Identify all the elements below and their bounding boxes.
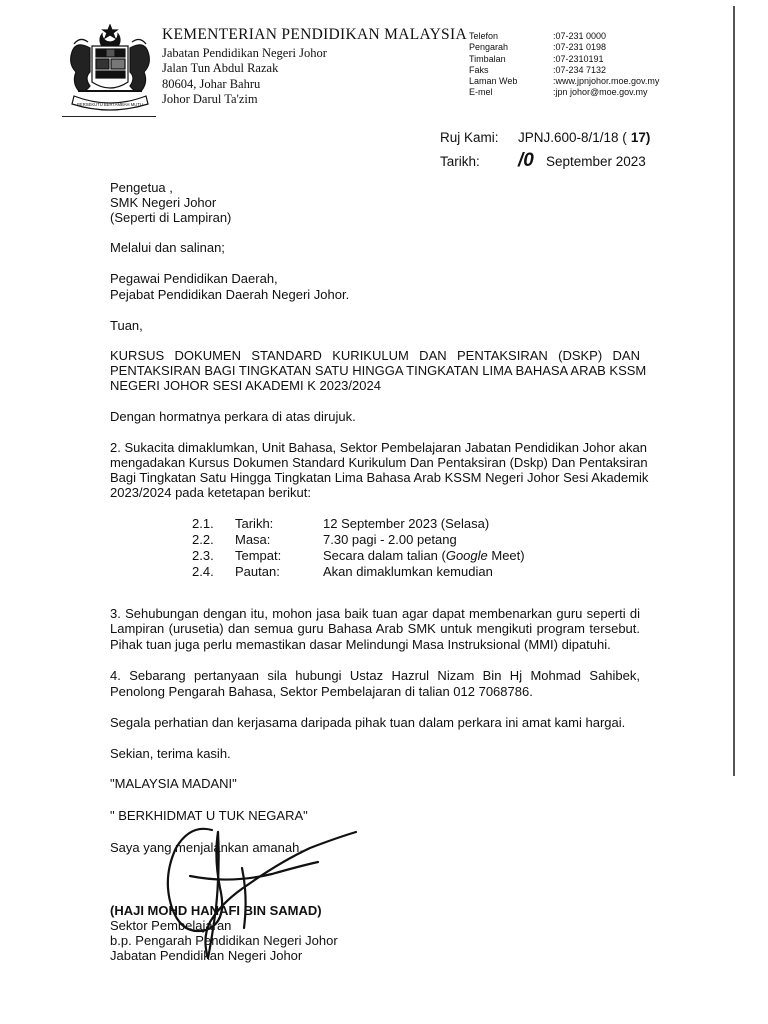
contact-row xyxy=(469,76,659,87)
contact-value: :07-2310191 xyxy=(553,53,604,64)
paragraph-1: Dengan hormatnya perkara di atas dirujuk. xyxy=(110,409,356,424)
contact-row xyxy=(469,87,659,98)
item-value-pre: Secara dalam talian ( xyxy=(323,548,446,563)
subject-line: PENTAKSIRAN BAGI TINGKATAN SATU HINGGA TINGKATAN LIMA BAHASA ARAB KSSM xyxy=(110,363,647,378)
item-key: Pautan: xyxy=(235,564,280,579)
ministry-name: KEMENTERIAN PENDIDIKAN MALAYSIA xyxy=(162,26,467,43)
ruj-number: 17) xyxy=(630,130,651,145)
reference-row xyxy=(440,130,650,150)
salutation: Tuan, xyxy=(110,318,143,333)
item-number: 2.4. xyxy=(192,564,214,579)
item-key: Tarikh: xyxy=(235,516,274,531)
contact-row xyxy=(469,42,659,53)
contact-label: Timbalan xyxy=(469,53,506,64)
signatory-line: Jabatan Pendidikan Negeri Johor xyxy=(110,948,303,963)
address-line: Jalan Tun Abdul Razak xyxy=(162,61,279,75)
sign-intro: Saya yang menjalankan amanah, xyxy=(110,840,303,855)
cc-line: Pejabat Pendidikan Daerah Negeri Johor. xyxy=(110,287,350,302)
item-number: 2.2. xyxy=(192,532,214,547)
contact-row xyxy=(469,31,659,42)
contact-label: Telefon xyxy=(469,31,499,41)
item-value-italic: Google xyxy=(445,548,488,563)
contact-label: Faks xyxy=(469,64,489,75)
contact-value: :07-231 0198 xyxy=(553,42,607,53)
cc-line: Pegawai Pendidikan Daerah, xyxy=(110,271,278,286)
details-list xyxy=(192,516,525,580)
contact-block xyxy=(469,31,659,99)
paragraph-2-line: mengadakan Kursus Dokumen Standard Kurikulum Dan Pentaksiran (Dskp) Dan Pentaksiran xyxy=(110,455,648,470)
recipient-line: Pengetua , xyxy=(110,180,173,195)
item-value: Akan dimaklumkan kemudian xyxy=(323,564,493,579)
slogan-berkhidmat: " BERKHIDMAT U TUK NEGARA" xyxy=(110,808,308,823)
scan-edge-line xyxy=(733,6,735,776)
paragraph-4-line: Penolong Pengarah Bahasa, Sektor Pembelajaran di talian 012 7068786. xyxy=(110,684,533,699)
contact-value: :07-231 0000 xyxy=(553,31,607,41)
malaysia-crest-logo xyxy=(62,24,158,118)
signatory-line: b.p. Pengarah Pendidikan Negeri Johor xyxy=(110,933,338,948)
closing-line: Sekian, terima kasih. xyxy=(110,746,231,761)
item-value: 12 September 2023 (Selasa) xyxy=(323,516,490,531)
contact-value: :07-234 7132 xyxy=(553,64,607,75)
contact-row xyxy=(469,54,659,65)
item-number: 2.3. xyxy=(192,548,214,563)
contact-value: :www.jpnjohor.moe.gov.my xyxy=(553,76,660,87)
address-line: 80604, Johar Bahru xyxy=(162,77,261,91)
item-key: Masa: xyxy=(235,532,271,547)
item-key: Tempat: xyxy=(235,548,282,563)
item-value xyxy=(323,548,525,564)
contact-label: E-mel xyxy=(469,87,493,98)
item-value-post: Meet) xyxy=(487,548,525,563)
recipient-line: SMK Negeri Johor xyxy=(110,195,217,210)
letterhead-rule xyxy=(62,116,156,117)
reference-block xyxy=(440,130,650,170)
recipient-line: (Seperti di Lampiran) xyxy=(110,210,232,225)
paragraph-2-line: 2023/2024 pada ketetapan berikut: xyxy=(110,485,311,500)
address-line: Johor Darul Ta'zim xyxy=(162,92,258,106)
item-number: 2.1. xyxy=(192,516,214,531)
paragraph-3-line: 3. Sehubungan dengan itu, mohon jasa baik tuan agar dapat membenarkan guru seperti di xyxy=(110,606,640,621)
details-item xyxy=(192,532,525,548)
subject-line: KURSUS DOKUMEN STANDARD KURIKULUM DAN PENTAKSIRAN (DSKP) DAN xyxy=(110,348,640,363)
tarikh-day: /0 xyxy=(518,150,534,171)
contact-label: Pengarah xyxy=(469,42,509,53)
details-item xyxy=(192,564,525,580)
tarikh-month-year: September 2023 xyxy=(546,154,646,169)
thanks-line: Segala perhatian dan kerjasama daripada pihak tuan dalam perkara ini amat kami hargai. xyxy=(110,715,626,730)
contact-row xyxy=(469,65,659,76)
signatory-line: Sektor Pembelajaran xyxy=(110,918,232,933)
subject-line: NEGERI JOHOR SESI AKADEMI K 2023/2024 xyxy=(110,378,381,393)
ruj-value: JPNJ.600-8/1/18 ( xyxy=(518,130,627,145)
contact-value: :jpn johor@moe.gov.my xyxy=(553,87,648,98)
via-line: Melalui dan salinan; xyxy=(110,240,225,255)
signatory-name: (HAJI MOHD HANAFI BIN SAMAD) xyxy=(110,903,322,918)
handwritten-signature xyxy=(150,818,370,968)
address-line: Jabatan Pendidikan Negeri Johor xyxy=(162,46,327,60)
slogan-madani: "MALAYSIA MADANI" xyxy=(110,776,237,791)
contact-label: Laman Web xyxy=(469,76,518,87)
paragraph-3-line: Lampiran (urusetia) dan semua guru Bahasa Arab SMK untuk mengikuti program tersebut. xyxy=(110,621,640,636)
date-row xyxy=(440,150,650,170)
details-item xyxy=(192,516,525,532)
details-item xyxy=(192,548,525,564)
ruj-label: Ruj Kami: xyxy=(440,130,499,145)
item-value: 7.30 pagi - 2.00 petang xyxy=(323,532,457,547)
paragraph-2-line: 2. Sukacita dimaklumkan, Unit Bahasa, Sektor Pembelajaran Jabatan Pendidikan Johor akan xyxy=(110,440,647,455)
paragraph-2-line: Bagi Tingkatan Satu Hingga Tingkatan Lima Bahasa Arab KSSM Negeri Johor Sesi Akademik xyxy=(110,470,649,485)
tarikh-label: Tarikh: xyxy=(440,154,480,169)
paragraph-3-line: Pihak tuan juga perlu memastikan dasar Melindungi Masa Instruksional (MMI) dipatuhi. xyxy=(110,637,611,652)
svg-text:BERSEKUTU BERTAMBAH MUTU: BERSEKUTU BERTAMBAH MUTU xyxy=(77,102,143,107)
paragraph-4-line: 4. Sebarang pertanyaan sila hubungi Ustaz Hazrul Nizam Bin Hj Mohmad Sahibek, xyxy=(110,668,640,683)
